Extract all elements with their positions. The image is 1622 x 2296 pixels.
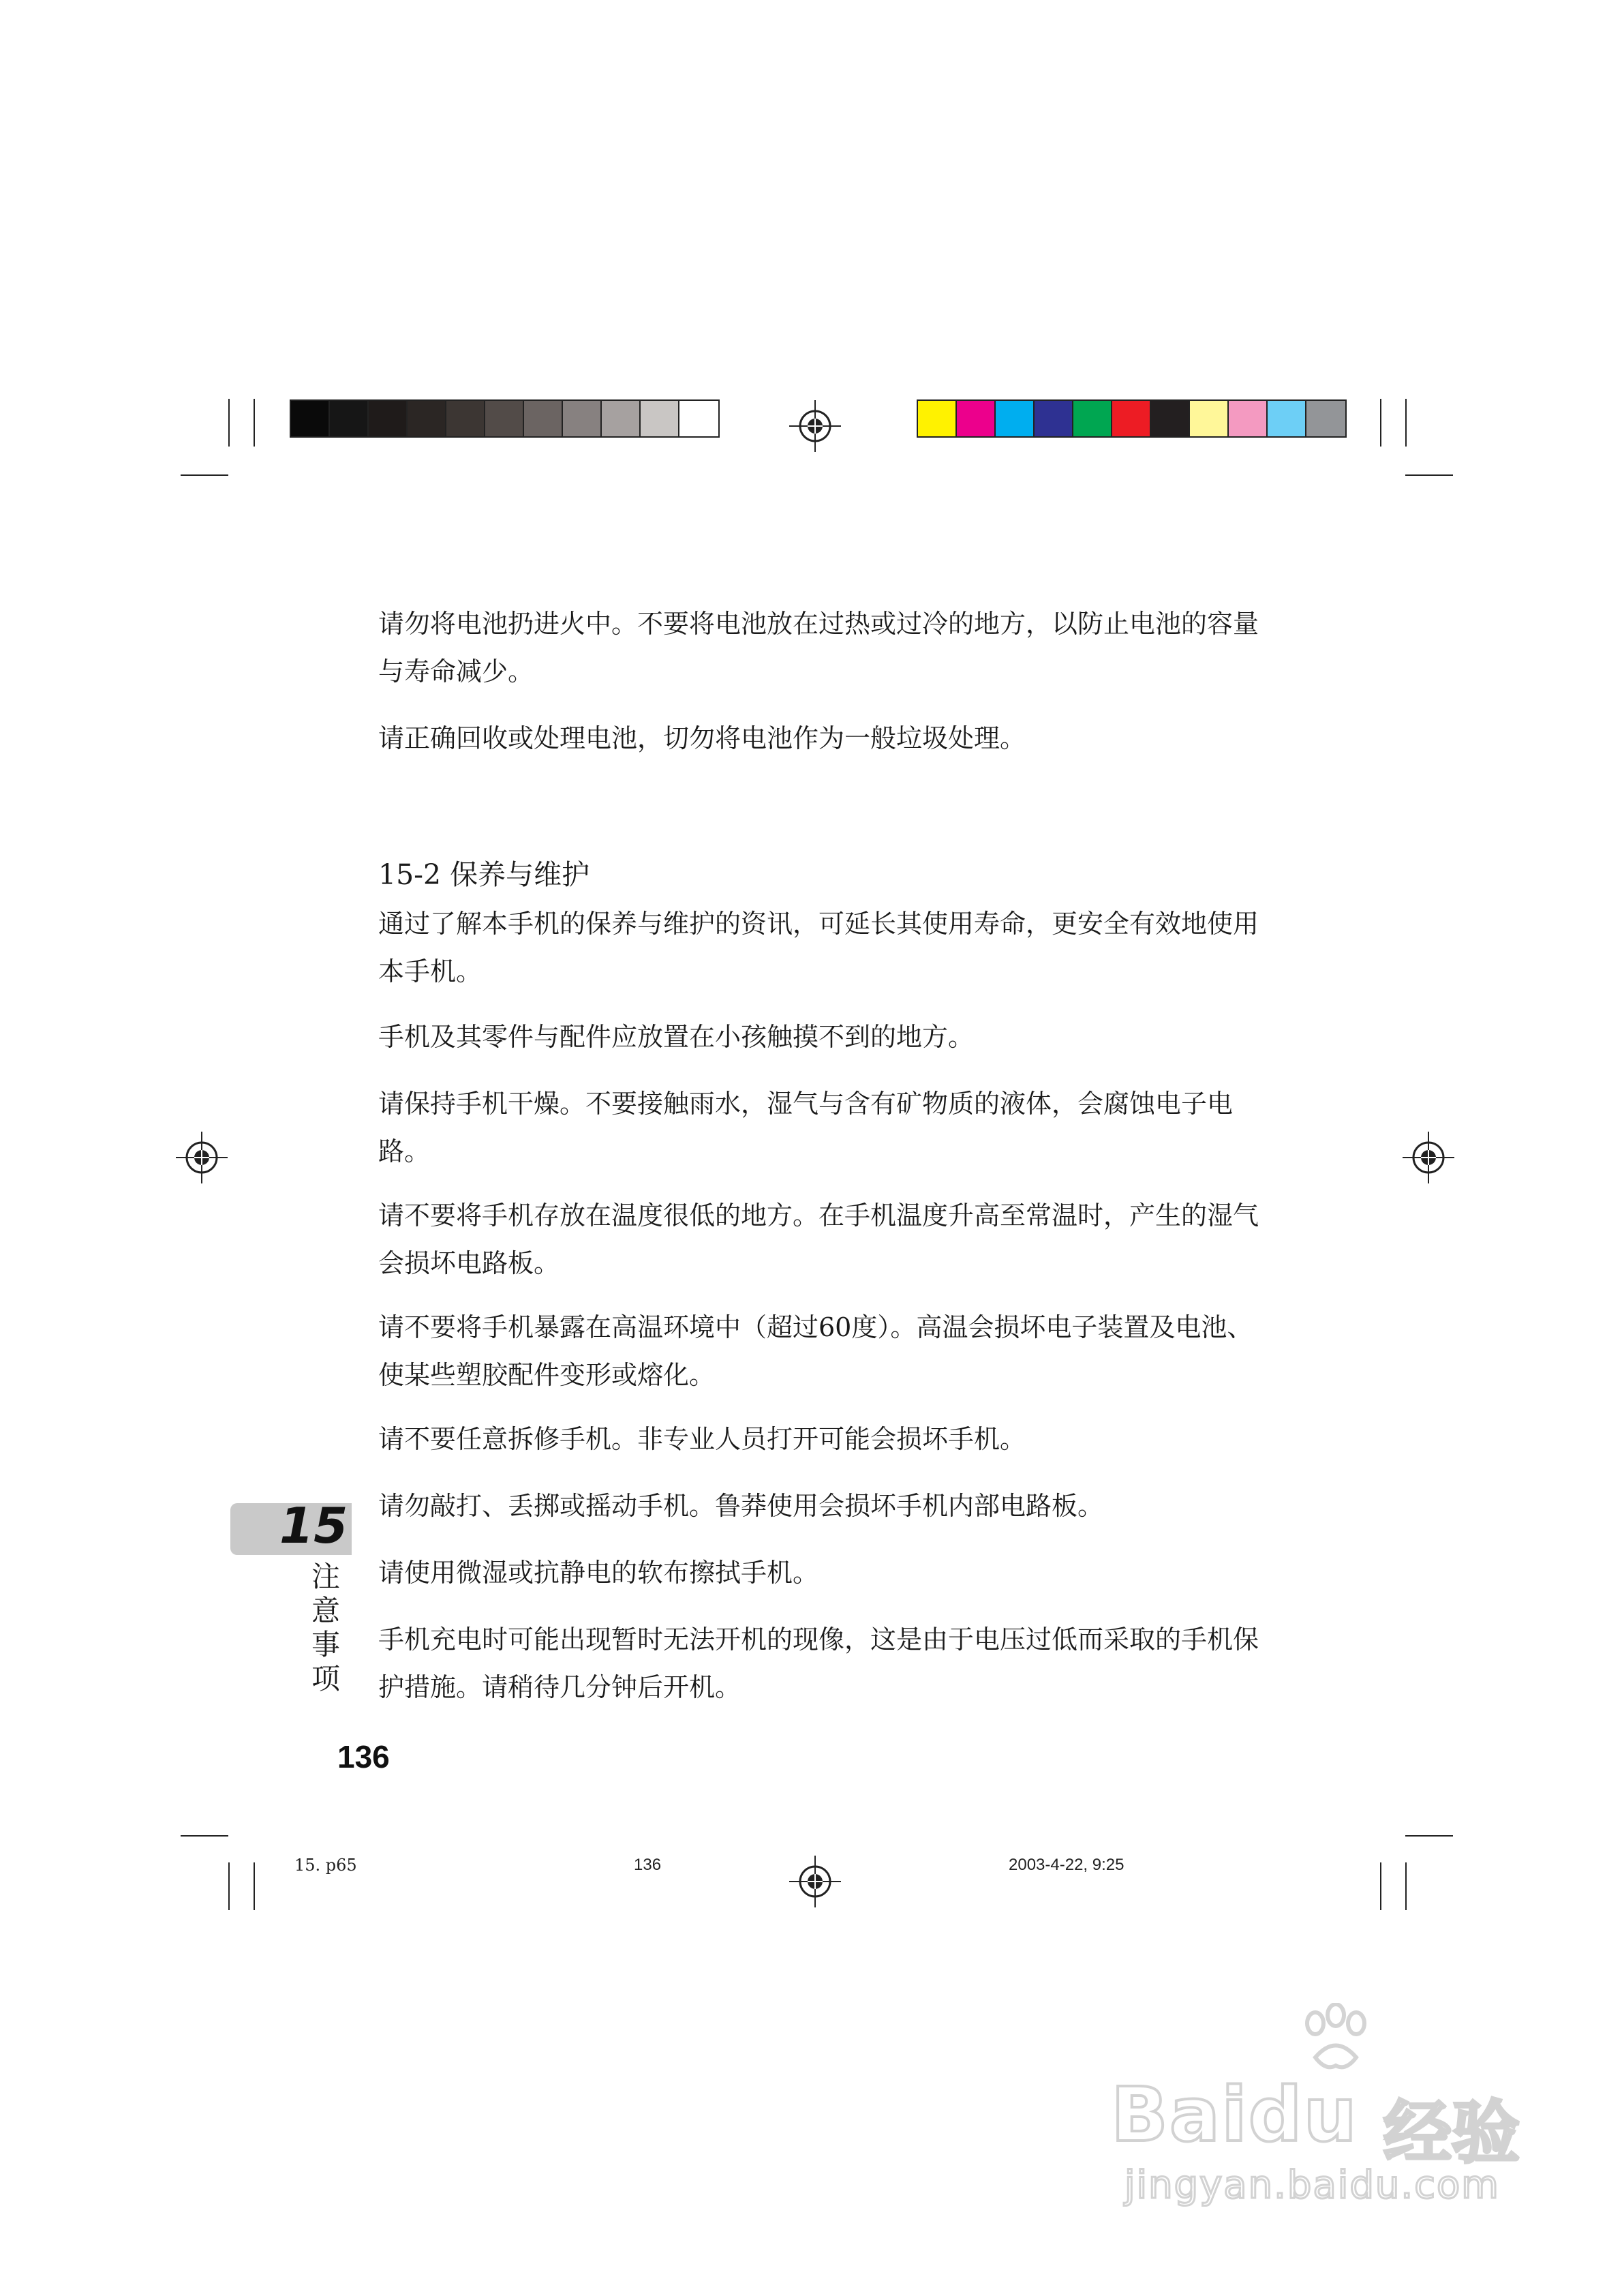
crop-mark (228, 1862, 230, 1910)
crop-mark (1380, 1862, 1381, 1910)
chapter-title-char: 项 (311, 1662, 341, 1695)
chapter-title-char: 事 (311, 1628, 341, 1661)
color-swatch (485, 401, 524, 436)
chapter-title-char: 注 (311, 1560, 341, 1593)
registration-target-icon (176, 1132, 228, 1183)
registration-target-icon (789, 1856, 841, 1907)
chapter-title-char: 意 (311, 1594, 341, 1627)
grayscale-calibration-bar (290, 399, 720, 438)
crop-mark (254, 399, 255, 447)
color-swatch (1190, 401, 1229, 436)
crop-mark (228, 399, 230, 447)
crop-mark (181, 1835, 228, 1837)
battery-disposal-paragraph: 请勿将电池扔进火中。不要将电池放在过热或过冷的地方，以防止电池的容量与寿命减少。 (378, 609, 1259, 686)
crop-mark (1405, 1862, 1407, 1910)
crop-mark (1405, 1835, 1453, 1837)
color-swatch (563, 401, 602, 436)
color-swatch (1112, 401, 1151, 436)
care-paragraph-3: 请保持手机干燥。不要接触雨水，湿气与含有矿物质的液体，会腐蚀电子电路。 (378, 1089, 1234, 1166)
color-swatch (641, 401, 679, 436)
color-swatch (524, 401, 563, 436)
crop-mark (254, 1862, 255, 1910)
color-swatch (1073, 401, 1112, 436)
care-paragraph-7: 请勿敲打、丢掷或摇动手机。鲁莽使用会损坏手机内部电路板。 (378, 1491, 1104, 1521)
color-swatch (602, 401, 641, 436)
baidu-jingyan-watermark (1111, 2003, 1547, 2207)
chapter-number: 15 (279, 1497, 348, 1554)
watermark-url: jingyan.baidu.com (1124, 2163, 1500, 2207)
page-number: 136 (337, 1739, 390, 1774)
watermark-brand: Bai (1111, 2071, 1249, 2158)
chapter-title (311, 1560, 346, 1696)
color-swatch (1306, 401, 1345, 436)
crop-mark (181, 474, 228, 476)
care-paragraph-4: 请不要将手机存放在温度很低的地方。在手机温度升高至常温时，产生的湿气会损坏电路板。 (378, 1200, 1259, 1278)
slug-filename: 15. p65 (294, 1856, 357, 1875)
battery-recycle-paragraph: 请正确回收或处理电池，切勿将电池作为一般垃圾处理。 (378, 723, 1026, 753)
crop-mark (1405, 399, 1407, 447)
color-swatch (1268, 401, 1306, 436)
slug-page: 136 (634, 1856, 662, 1874)
color-swatch (957, 401, 996, 436)
care-paragraph-2: 手机及其零件与配件应放置在小孩触摸不到的地方。 (378, 1022, 975, 1052)
color-swatch (330, 401, 369, 436)
color-swatch (446, 401, 485, 436)
care-paragraph-5: 请不要将手机暴露在高温环境中（超过60度）。高温会损坏电子装置及电池、使某些塑胶配件变形或熔化。 (378, 1312, 1253, 1390)
care-paragraph-1: 通过了解本手机的保养与维护的资讯，可延长其使用寿命，更安全有效地使用本手机。 (378, 909, 1259, 986)
crop-mark (1405, 474, 1453, 476)
registration-target-icon (789, 400, 841, 452)
care-paragraph-8: 请使用微湿或抗静电的软布擦拭手机。 (378, 1558, 819, 1588)
color-swatch (408, 401, 446, 436)
color-swatch (369, 401, 408, 436)
watermark-product: 经验 (1383, 2093, 1520, 2173)
color-swatch (1035, 401, 1073, 436)
care-paragraph-6: 请不要任意拆修手机。非专业人员打开可能会损坏手机。 (378, 1424, 1026, 1454)
paw-logo-icon (1295, 2003, 1377, 2078)
slug-datetime: 2003-4-22, 9:25 (1009, 1856, 1124, 1874)
care-paragraph-9: 手机充电时可能出现暂时无法开机的现像，这是由于电压过低而采取的手机保护措施。请稍待几分钟后开机。 (378, 1625, 1259, 1702)
section-heading: 15-2 保养与维护 (378, 858, 590, 891)
color-swatch (291, 401, 330, 436)
registration-target-icon (1403, 1132, 1454, 1183)
color-swatch (918, 401, 957, 436)
watermark-brand-tail: du (1248, 2071, 1358, 2158)
color-calibration-bar (917, 399, 1347, 438)
color-swatch (1151, 401, 1190, 436)
crop-mark (1380, 399, 1381, 447)
color-swatch (679, 401, 718, 436)
color-swatch (1229, 401, 1268, 436)
color-swatch (996, 401, 1035, 436)
